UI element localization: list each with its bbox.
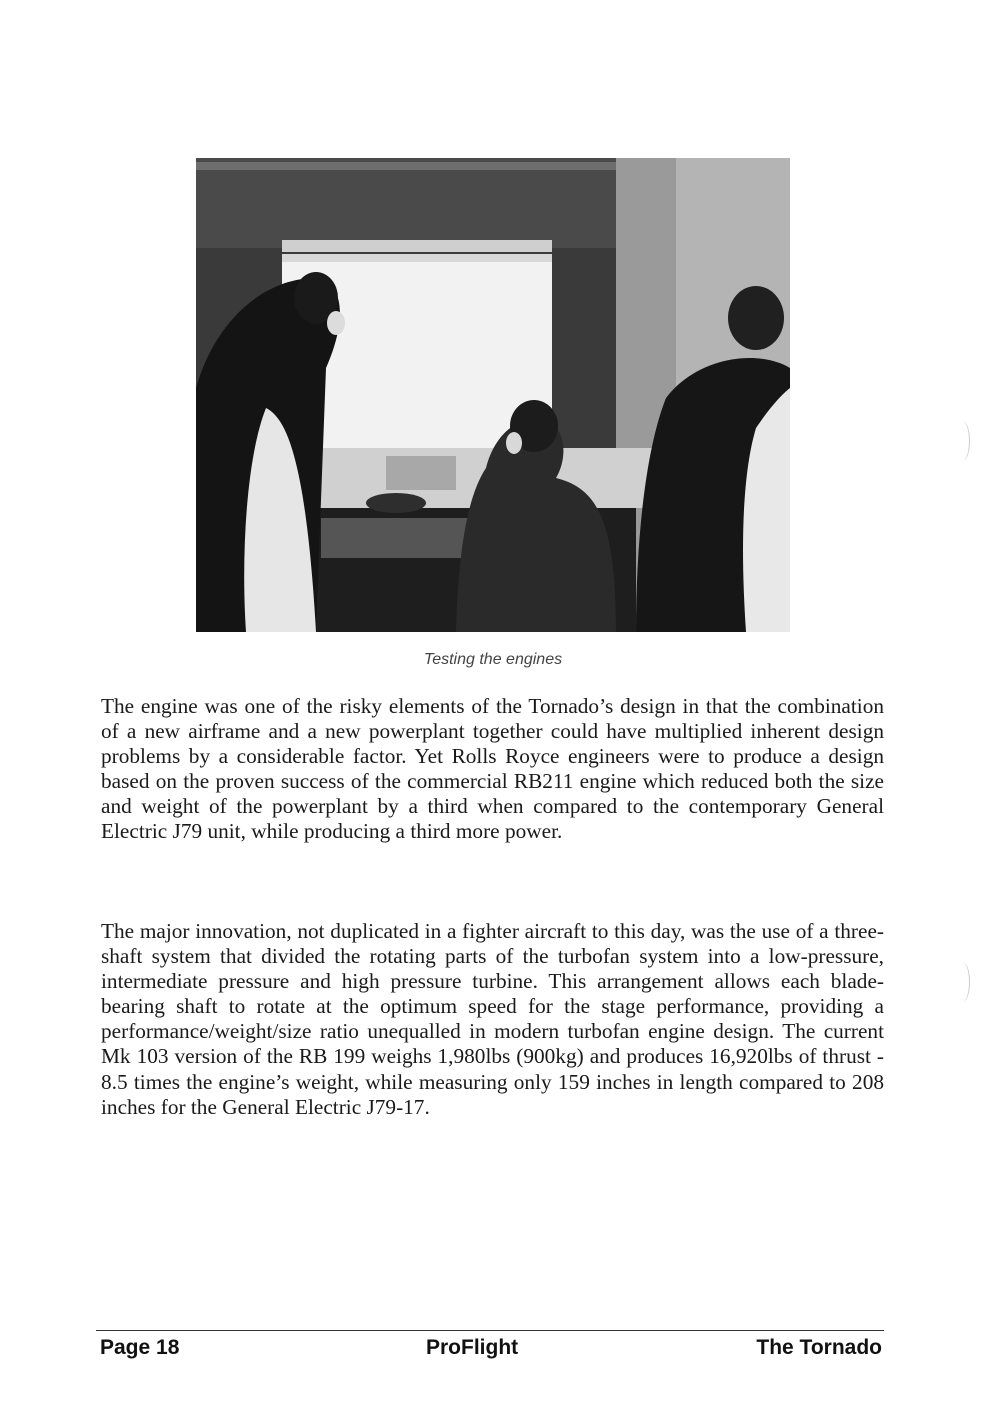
binding-hole-mark: [955, 421, 970, 461]
paragraph-text: The major innovation, not duplicated in a fighter aircraft to this day, was the use of a three-shaft system that divided the rotating parts of the turbofan system into a low-pressure, intermediate pressure and high pressure turbine. This arrangement allows each blade-bearing shaft to rotate at the optimum speed for the stage performance, providing a performance/weight/size ratio unequalled in modern turbofan engine design. The current Mk 103 version of the RB 199 weighs 1,980lbs (900kg) and produces 16,920lbs of thrust - 8.5 times the engine’s weight, while measuring only 159 inches in length compared to 208 inches for the General Electric J79-17.: [101, 919, 884, 1119]
engine-test-photo: [196, 158, 790, 632]
publication-name: ProFlight: [426, 1336, 519, 1359]
body-paragraph-1: [101, 694, 884, 845]
photo-illustration: [196, 158, 790, 632]
body-paragraph-2: [101, 919, 884, 1120]
photo-caption: Testing the engines: [423, 651, 563, 668]
binding-hole-mark: [955, 962, 970, 1002]
page-number: Page 18: [100, 1336, 180, 1359]
footer-divider: [96, 1330, 884, 1331]
paragraph-text: The engine was one of the risky elements of the Tornado’s design in that the combination of a new airframe and a new powerplant together could have multiplied inherent design problems by a considerable factor. Yet Rolls Royce engineers were to produce a design based on the proven success of the commercial RB211 engine which reduced both the size and weight of the powerplant by a third when compared to the contemporary General Electric J79 unit, while producing a third more power.: [101, 694, 884, 844]
document-title: The Tornado: [756, 1336, 882, 1359]
